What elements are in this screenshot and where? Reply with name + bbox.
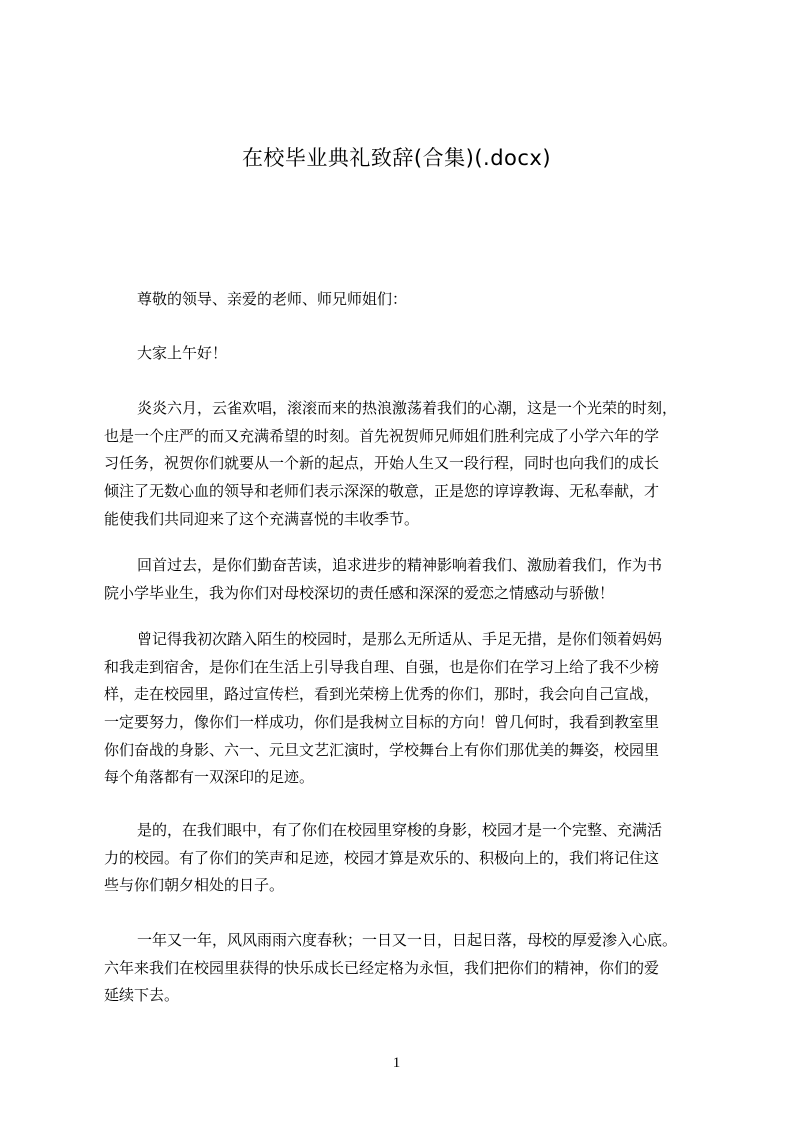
paragraph-line: 些与你们朝夕相处的日子。 [104, 876, 285, 895]
paragraph-line: 倾注了无数心血的领导和老师们表示深深的敬意，正是您的谆谆教诲、无私奉献，才 [104, 482, 660, 501]
paragraph [104, 927, 714, 1010]
paragraph [104, 340, 714, 368]
paragraph [104, 286, 714, 314]
paragraph-line: 曾记得我初次踏入陌生的校园时，是那么无所适从、手足无措，是你们领着妈妈 [137, 630, 663, 648]
paragraph [104, 552, 714, 607]
paragraph-line: 也是一个庄严的而又充满希望的时刻。首先祝贺师兄师姐们胜利完成了小学六年的学 [104, 426, 660, 445]
paragraph-line: 能使我们共同迎来了这个充满喜悦的丰收季节。 [104, 509, 420, 528]
page-number: 1 [392, 1055, 401, 1071]
paragraph-line: 一定要努力，像你们一样成功，你们是我树立目标的方向！曾几何时，我看到教室里 [104, 713, 660, 732]
paragraph-line: 尊敬的领导、亲爱的老师、师兄师姐们： [137, 290, 408, 308]
document-title: 在校毕业典礼致辞(合集)(.docx) [241, 146, 552, 170]
paragraph-line: 大家上午好！ [137, 344, 228, 362]
paragraph-line: 是的，在我们眼中，有了你们在校园里穿梭的身影，校园才是一个完整、充满活 [137, 821, 663, 839]
paragraph-line: 样，走在校园里，路过宣传栏，看到光荣榜上优秀的你们，那时，我会向自己宣战， [104, 685, 660, 704]
paragraph-line: 一年又一年，风风雨雨六度春秋；一日又一日，日起日落，母校的厚爱渗入心底。 [137, 931, 678, 949]
paragraph-line: 和我走到宿舍，是你们在生活上引导我自理、自强，也是你们在学习上给了我不少榜 [104, 657, 660, 676]
paragraph-line: 你们奋战的身影、六一、元旦文艺汇演时，学校舞台上有你们那优美的舞姿，校园里 [104, 740, 660, 759]
paragraph-line: 习任务，祝贺你们就要从一个新的起点，开始人生又一段行程，同时也向我们的成长 [104, 454, 660, 473]
paragraph-line: 每个角落都有一双深印的足迹。 [104, 768, 315, 787]
paragraph [104, 626, 714, 792]
paragraph-line: 力的校园。有了你们的笑声和足迹，校园才算是欢乐的、积极向上的，我们将记住这 [104, 848, 660, 867]
paragraph [104, 817, 714, 900]
paragraph-line: 炎炎六月，云雀欢唱，滚滚而来的热浪激荡着我们的心潮，这是一个光荣的时刻， [137, 399, 678, 417]
paragraph-line: 延续下去。 [104, 986, 180, 1005]
paragraph [104, 395, 714, 533]
paragraph-line: 院小学毕业生，我为你们对母校深切的责任感和深深的爱恋之情感动与骄傲！ [104, 583, 615, 602]
paragraph-line: 六年来我们在校园里获得的快乐成长已经定格为永恒，我们把你们的精神，你们的爱 [104, 958, 660, 977]
paragraph-line: 回首过去，是你们勤奋苦读，追求进步的精神影响着我们、激励着我们，作为书 [137, 556, 663, 574]
